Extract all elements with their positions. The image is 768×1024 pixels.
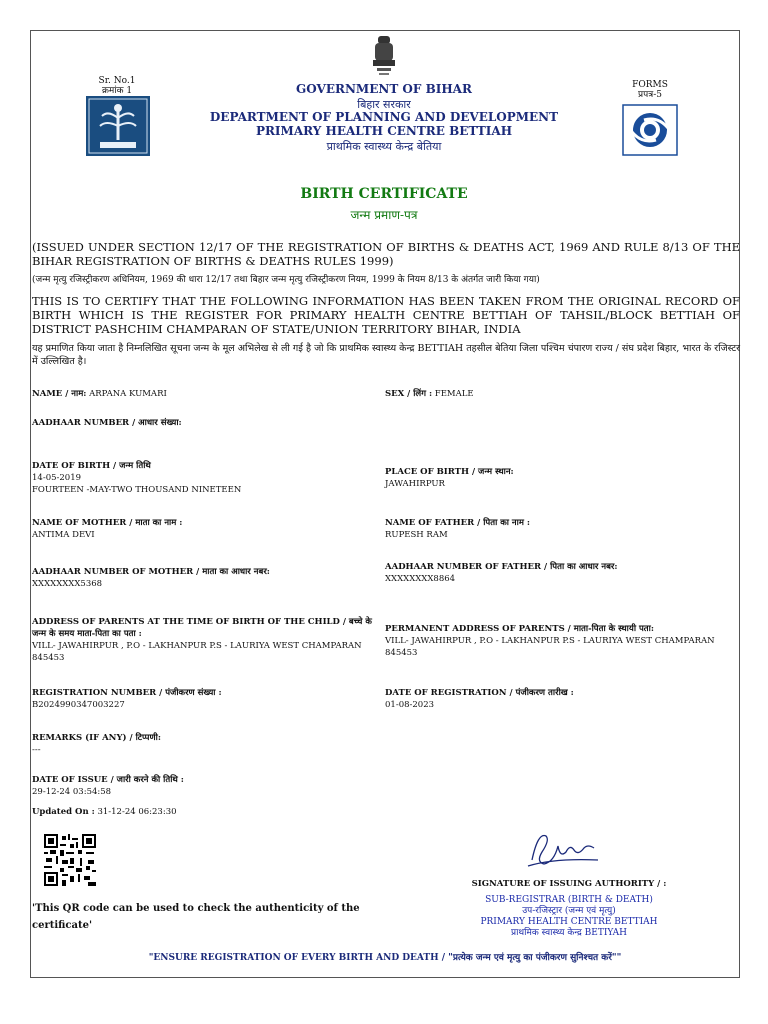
remarks-label: REMARKS (IF ANY) / टिप्पणी: — [32, 733, 161, 743]
name-value: ARPANA KUMARI — [89, 389, 167, 399]
certificate-title-hindi: जन्म प्रमाण-पत्र — [350, 208, 418, 222]
aadhaar-field — [32, 417, 372, 429]
registration-date-label: DATE OF REGISTRATION / पंजीकरण तारीख : — [385, 688, 574, 698]
updated-on-value: 31-12-24 06:23:30 — [97, 807, 177, 817]
forms-label-text: FORMS — [632, 80, 668, 90]
birth-address-field — [32, 616, 372, 664]
sub-registrar-title-hindi: उप-रजिस्ट्रार (जन्म एवं मृत्यु) — [522, 906, 616, 916]
mother-name-value: ANTIMA DEVI — [32, 530, 95, 540]
permanent-address-value: VILL- JAWAHIRPUR , P.O - LAKHANPUR P.S - LAURIYA WEST CHAMPARAN 845453 — [385, 636, 715, 658]
mother-aadhaar-value: XXXXXXXX5368 — [32, 579, 103, 589]
issued-under-paragraph: (ISSUED UNDER SECTION 12/17 OF THE REGISTRATION OF BIRTHS & DEATHS ACT, 1969 AND RULE 8/13 OF THE BIHAR REGISTRATION OF BIRTHS & DEATHS RULES 1999) — [32, 240, 740, 268]
pob-field — [385, 466, 730, 490]
bihar-seal-icon — [86, 96, 150, 156]
department-title: DEPARTMENT OF PLANNING AND DEVELOPMENT — [209, 110, 559, 124]
issue-date-label: DATE OF ISSUE / जारी करने की तिथि : — [32, 775, 184, 785]
father-name-label: NAME OF FATHER / पिता का नाम : — [385, 518, 531, 528]
dob-value: 14-05-2019 — [32, 473, 82, 483]
certify-paragraph: THIS IS TO CERTIFY THAT THE FOLLOWING INFORMATION HAS BEEN TAKEN FROM THE ORIGINAL RECORD OF BIRTH WHICH IS THE REGISTER FOR PRIMARY HEALTH CENTRE BETTIAH OF TAHSIL/BLOCK BETTIAH OF DISTRICT PASHCHIM CHAMPARAN OF STATE/UNION TERRITORY BIHAR, INDIA — [32, 294, 740, 336]
mother-name-field — [32, 517, 372, 541]
registration-date-field — [385, 687, 730, 711]
father-name-value: RUPESH RAM — [385, 530, 448, 540]
birth-address-label: ADDRESS OF PARENTS AT THE TIME OF BIRTH OF THE CHILD / बच्चे के जन्म के समय माता-पिता का पता : — [32, 617, 372, 639]
father-aadhaar-label: AADHAAR NUMBER OF FATHER / पिता का आधार नबर: — [385, 562, 618, 572]
health-centre-title: PRIMARY HEALTH CENTRE BETTIAH — [255, 124, 513, 138]
certificate-border — [30, 30, 740, 978]
father-aadhaar-value: XXXXXXXX8864 — [385, 574, 456, 584]
health-centre-title-hindi: प्राथमिक स्वास्थ्य केन्द्र बेतिया — [326, 140, 442, 153]
name-field — [32, 388, 372, 400]
registration-number-value: B2024990347003227 — [32, 700, 125, 710]
registration-logo-icon — [622, 104, 678, 156]
birth-address-value: VILL- JAWAHIRPUR , P.O - LAKHANPUR P.S - LAURIYA WEST CHAMPARAN 845453 — [32, 641, 362, 663]
pob-label: PLACE OF BIRTH / जन्म स्थान: — [385, 467, 514, 477]
forms-label-hindi: प्रपत्र-5 — [638, 90, 662, 100]
sex-value: FEMALE — [434, 389, 474, 399]
name-label: NAME / नाम: — [32, 389, 87, 399]
serial-number — [86, 76, 148, 96]
mother-name-label: NAME OF MOTHER / माता का नाम : — [32, 518, 183, 528]
serial-number-hindi: क्रमांक 1 — [101, 86, 133, 96]
dob-field — [32, 460, 372, 496]
certify-paragraph-hindi: यह प्रमाणित किया जाता है निम्नलिखित सूचना जन्म के मूल अभिलेख से ली गई है जो कि प्राथमिक स्वास्थ्य केन्द्र BETTIAH तहसील बेतिया जिला पश्चिम चंपारण राज्य / संघ प्रदेश बिहार, भारत के रजिस्टर में उल्लिखित है। — [32, 343, 740, 367]
registration-date-value: 01-08-2023 — [385, 700, 435, 710]
aadhaar-label: AADHAAR NUMBER / आधार संख्या: — [32, 418, 182, 428]
issue-date-field — [32, 774, 372, 798]
dob-label: DATE OF BIRTH / जन्म तिथि — [32, 461, 151, 471]
signature-health-centre: PRIMARY HEALTH CENTRE BETTIAH — [480, 917, 658, 927]
signature-label: SIGNATURE OF ISSUING AUTHORITY / : — [471, 879, 667, 889]
forms-label — [620, 80, 680, 100]
father-aadhaar-field — [385, 561, 730, 585]
government-title-hindi: बिहार सरकार — [357, 98, 411, 111]
issue-date-value: 29-12-24 03:54:58 — [32, 787, 112, 797]
sex-field — [385, 388, 730, 400]
mother-aadhaar-field — [32, 566, 372, 590]
national-emblem-icon — [368, 34, 400, 80]
mother-aadhaar-label: AADHAAR NUMBER OF MOTHER / माता का आधार नबर: — [32, 567, 270, 577]
permanent-address-field — [385, 623, 730, 659]
qr-code-icon — [44, 834, 96, 886]
updated-on-label: Updated On : — [32, 807, 95, 817]
footer-slogan: "ENSURE REGISTRATION OF EVERY BIRTH AND DEATH / "प्रत्येक जन्म एवं मृत्यु का पंजीकरण सुनिश्चत करें"" — [148, 953, 622, 963]
father-name-field — [385, 517, 730, 541]
sub-registrar-title: SUB-REGISTRAR (BIRTH & DEATH) — [485, 895, 653, 905]
registration-number-label: REGISTRATION NUMBER / पंजीकरण संख्या : — [32, 688, 222, 698]
updated-on-field — [32, 806, 372, 818]
signature-health-centre-hindi: प्राथमिक स्वास्थ्य केन्द्र BETIYAH — [510, 928, 628, 938]
remarks-field — [32, 732, 372, 756]
pob-value: JAWAHIRPUR — [385, 479, 445, 489]
permanent-address-label: PERMANENT ADDRESS OF PARENTS / माता-पिता के स्थायी पता: — [385, 624, 654, 634]
qr-code-note: 'This QR code can be used to check the authenticity of the certificate' — [32, 903, 360, 931]
authority-signature — [524, 822, 604, 870]
registration-number-field — [32, 687, 372, 711]
serial-number-label: Sr. No.1 — [98, 76, 136, 86]
issued-under-paragraph-hindi: (जन्म मृत्यु रजिस्ट्रीकरण अधिनियम, 1969 की धारा 12/17 तथा बिहार जन्म मृत्यु रजिस्ट्रीकरण नियम, 1999 के नियम 8/13 के अंतर्गत जारी किया गया) — [32, 275, 540, 285]
certificate-title: BIRTH CERTIFICATE — [300, 186, 468, 202]
government-title: GOVERNMENT OF BIHAR — [296, 82, 472, 96]
sex-label: SEX / लिंग : — [385, 389, 433, 399]
remarks-value: --- — [32, 745, 41, 755]
dob-words: FOURTEEN -MAY-TWO THOUSAND NINETEEN — [32, 485, 242, 495]
